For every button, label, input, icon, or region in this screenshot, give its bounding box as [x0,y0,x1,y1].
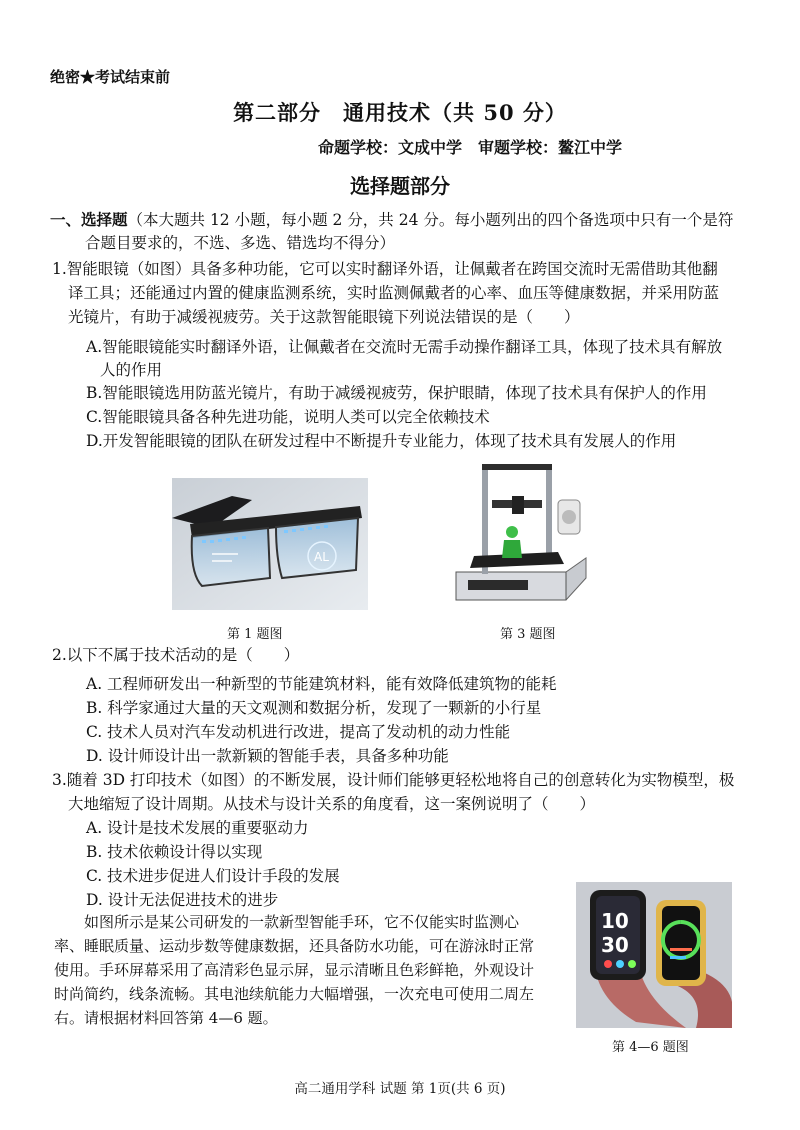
q2-stem: 2.以下不属于技术活动的是（ ） [52,646,300,664]
fig3-caption: 第 3 题图 [500,627,556,642]
svg-text:30: 30 [601,933,629,957]
q1-option-a: A.智能眼镜能实时翻译外语，让佩戴者在交流时无需手动操作翻译工具，体现了技术具有解放 [86,338,723,356]
q3-option-b: B. 技术依赖设计得以实现 [86,843,263,861]
part-title: 第二部分 通用技术（共 50 分） [233,100,567,125]
q1-option-b: B.智能眼镜选用防蓝光镜片，有助于减缓视疲劳，保护眼睛，体现了技术具有保护人的作用 [86,384,707,402]
confidential-label: 绝密★考试结束前 [50,68,171,86]
q1-stem-line-1: 1.智能眼镜（如图）具备多种功能，它可以实时翻译外语，让佩戴者在跨国交流时无需借助其他翻 [52,260,718,278]
q1-option-c: C.智能眼镜具备各种先进功能，说明人类可以完全依赖技术 [86,408,490,426]
q1-option-d: D.开发智能眼镜的团队在研发过程中不断提升专业能力，体现了技术具有发展人的作用 [86,432,677,450]
q3-stem-line-2: 大地缩短了设计周期。从技术与设计关系的角度看，这一案例说明了（ ） [68,795,596,813]
q1-option-a-cont: 人的作用 [100,361,163,379]
material-line-4: 时尚简约，线条流畅。其电池续航能力大幅增强，一次充电可使用二周左 [54,985,535,1003]
instructions-text: （本大题共 12 小题，每小题 2 分，共 24 分。每小题列出的四个备选项中只有一个是符 [127,211,734,229]
material-line-5: 右。请根据材料回答第 4—6 题。 [54,1009,278,1027]
3d-printer-image [446,460,596,612]
school-credits: 命题学校：文成中学 审题学校：鳌江中学 [318,138,623,157]
q3-option-c: C. 技术进步促进人们设计手段的发展 [86,867,340,885]
page-footer: 高二通用学科 试题 第 1页(共 6 页) [294,1081,506,1097]
section-title: 选择题部分 [350,174,450,198]
svg-text:10: 10 [601,909,629,933]
q3-stem-line-1: 3.随着 3D 打印技术（如图）的不断发展，设计师们能够更轻松地将自己的创意转化为实物模型，极 [52,771,735,789]
material-line-1: 如图所示是某公司研发的一款新型智能手环，它不仅能实时监测心 [54,913,520,931]
instructions-heading: 一、选择题 [50,210,128,229]
fig1-caption: 第 1 题图 [227,627,283,642]
q1-stem-line-3: 光镜片，有助于减缓视疲劳。关于这款智能眼镜下列说法错误的是（ ） [68,308,580,326]
instructions-line-2: 合题目要求的，不选、多选、错选均不得分） [85,234,396,252]
material-line-3: 使用。手环屏幕采用了高清彩色显示屏，显示清晰且色彩鲜艳，外观设计 [54,961,535,979]
fig46-caption: 第 4—6 题图 [612,1040,689,1055]
smart-glasses-image [172,478,368,610]
q3-option-a: A. 设计是技术发展的重要驱动力 [86,819,309,837]
q2-option-a: A. 工程师研发出一种新型的节能建筑材料，能有效降低建筑物的能耗 [86,675,557,693]
q2-option-b: B. 科学家通过大量的天文观测和数据分析，发现了一颗新的小行星 [86,699,542,717]
glasses-screen-text: AL [314,550,329,564]
q2-option-d: D. 设计师设计出一款新颖的智能手表，具备多种功能 [86,747,449,765]
q3-option-d: D. 设计无法促进技术的进步 [86,891,279,909]
instructions-line-1 [50,208,733,232]
q1-stem-line-2: 译工具；还能通过内置的健康监测系统，实时监测佩戴者的心率、血压等健康数据，并采用防蓝 [68,284,720,302]
material-line-2: 率、睡眠质量、运动步数等健康数据，还具备防水功能，可在游泳时正常 [54,937,535,955]
smart-band-image [576,882,732,1028]
q2-option-c: C. 技术人员对汽车发动机进行改进，提高了发动机的动力性能 [86,723,511,741]
